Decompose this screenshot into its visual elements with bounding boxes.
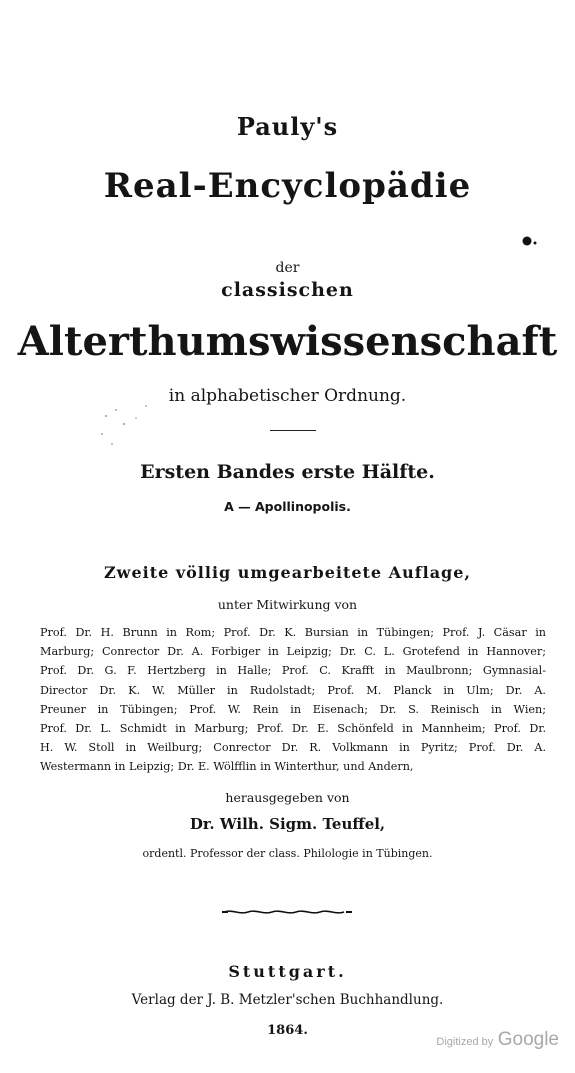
cooperation-note: unter Mitwirkung von: [217, 597, 358, 612]
title-line-der: der: [275, 260, 300, 276]
imprint-year: 1864.: [267, 1023, 308, 1038]
separator-rule: [270, 430, 316, 431]
digitized-watermark: [436, 1029, 559, 1051]
ornament-divider: [222, 908, 352, 916]
imprint-place: Stuttgart.: [228, 962, 347, 981]
watermark-brand: Google: [497, 1029, 559, 1050]
contributors-line: H. W. Stoll in Weilburg; Conrector Dr. R. Volkmann in Pyritz; Prof. Dr. A.: [40, 741, 546, 755]
title-line-order: in alphabetischer Ordnung.: [168, 386, 407, 406]
title-line-real-encyclopaedie: Real-Encyclopädie: [103, 166, 472, 206]
contributors-line: Westermann in Leipzig; Dr. E. Wölfflin in Winterthur, und Andern,: [40, 760, 414, 774]
contributors-line: Prof. Dr. G. F. Hertzberg in Halle; Prof. C. Krafft in Maulbronn; Gymnasial-: [40, 664, 546, 678]
editor-name: Dr. Wilh. Sigm. Teuffel,: [189, 815, 386, 833]
contributors-line: Marburg; Conrector Dr. A. Forbiger in Leipzig; Dr. C. L. Grotefend in Hannover;: [40, 645, 546, 659]
volume-part: Ersten Bandes erste Hälfte.: [140, 461, 435, 483]
title-line-classischen: classischen: [221, 279, 354, 301]
contributors-line: Preuner in Tübingen; Prof. W. Rein in Eisenach; Dr. S. Reinisch in Wien;: [40, 702, 546, 716]
title-line-paulys: Pauly's: [236, 112, 339, 141]
faint-stamp-mark: [94, 396, 164, 456]
imprint-publisher: Verlag der J. B. Metzler'schen Buchhandlung.: [131, 992, 444, 1008]
title-line-alterthumswissenschaft: Alterthumswissenschaft: [17, 318, 558, 365]
contributors-line: Prof. Dr. L. Schmidt in Marburg; Prof. Dr. E. Schönfeld in Mannheim; Prof. Dr.: [40, 722, 546, 736]
ink-blot-mark: [520, 234, 540, 248]
contributors-list: [40, 623, 546, 777]
watermark-prefix: Digitized by: [436, 1036, 494, 1048]
edition-statement: Zweite völlig umgearbeitete Auflage,: [103, 563, 471, 582]
contributors-line: Prof. Dr. H. Brunn in Rom; Prof. Dr. K. Bursian in Tübingen; Prof. J. Cäsar in: [40, 626, 546, 639]
editor-by: herausgegeben von: [225, 790, 350, 805]
editor-position: ordentl. Professor der class. Philologie in Tübingen.: [142, 847, 433, 860]
contributors-line: Director Dr. K. W. Müller in Rudolstadt; Prof. M. Planck in Ulm; Dr. A.: [40, 683, 546, 697]
volume-range: A — Apollinopolis.: [224, 499, 351, 514]
